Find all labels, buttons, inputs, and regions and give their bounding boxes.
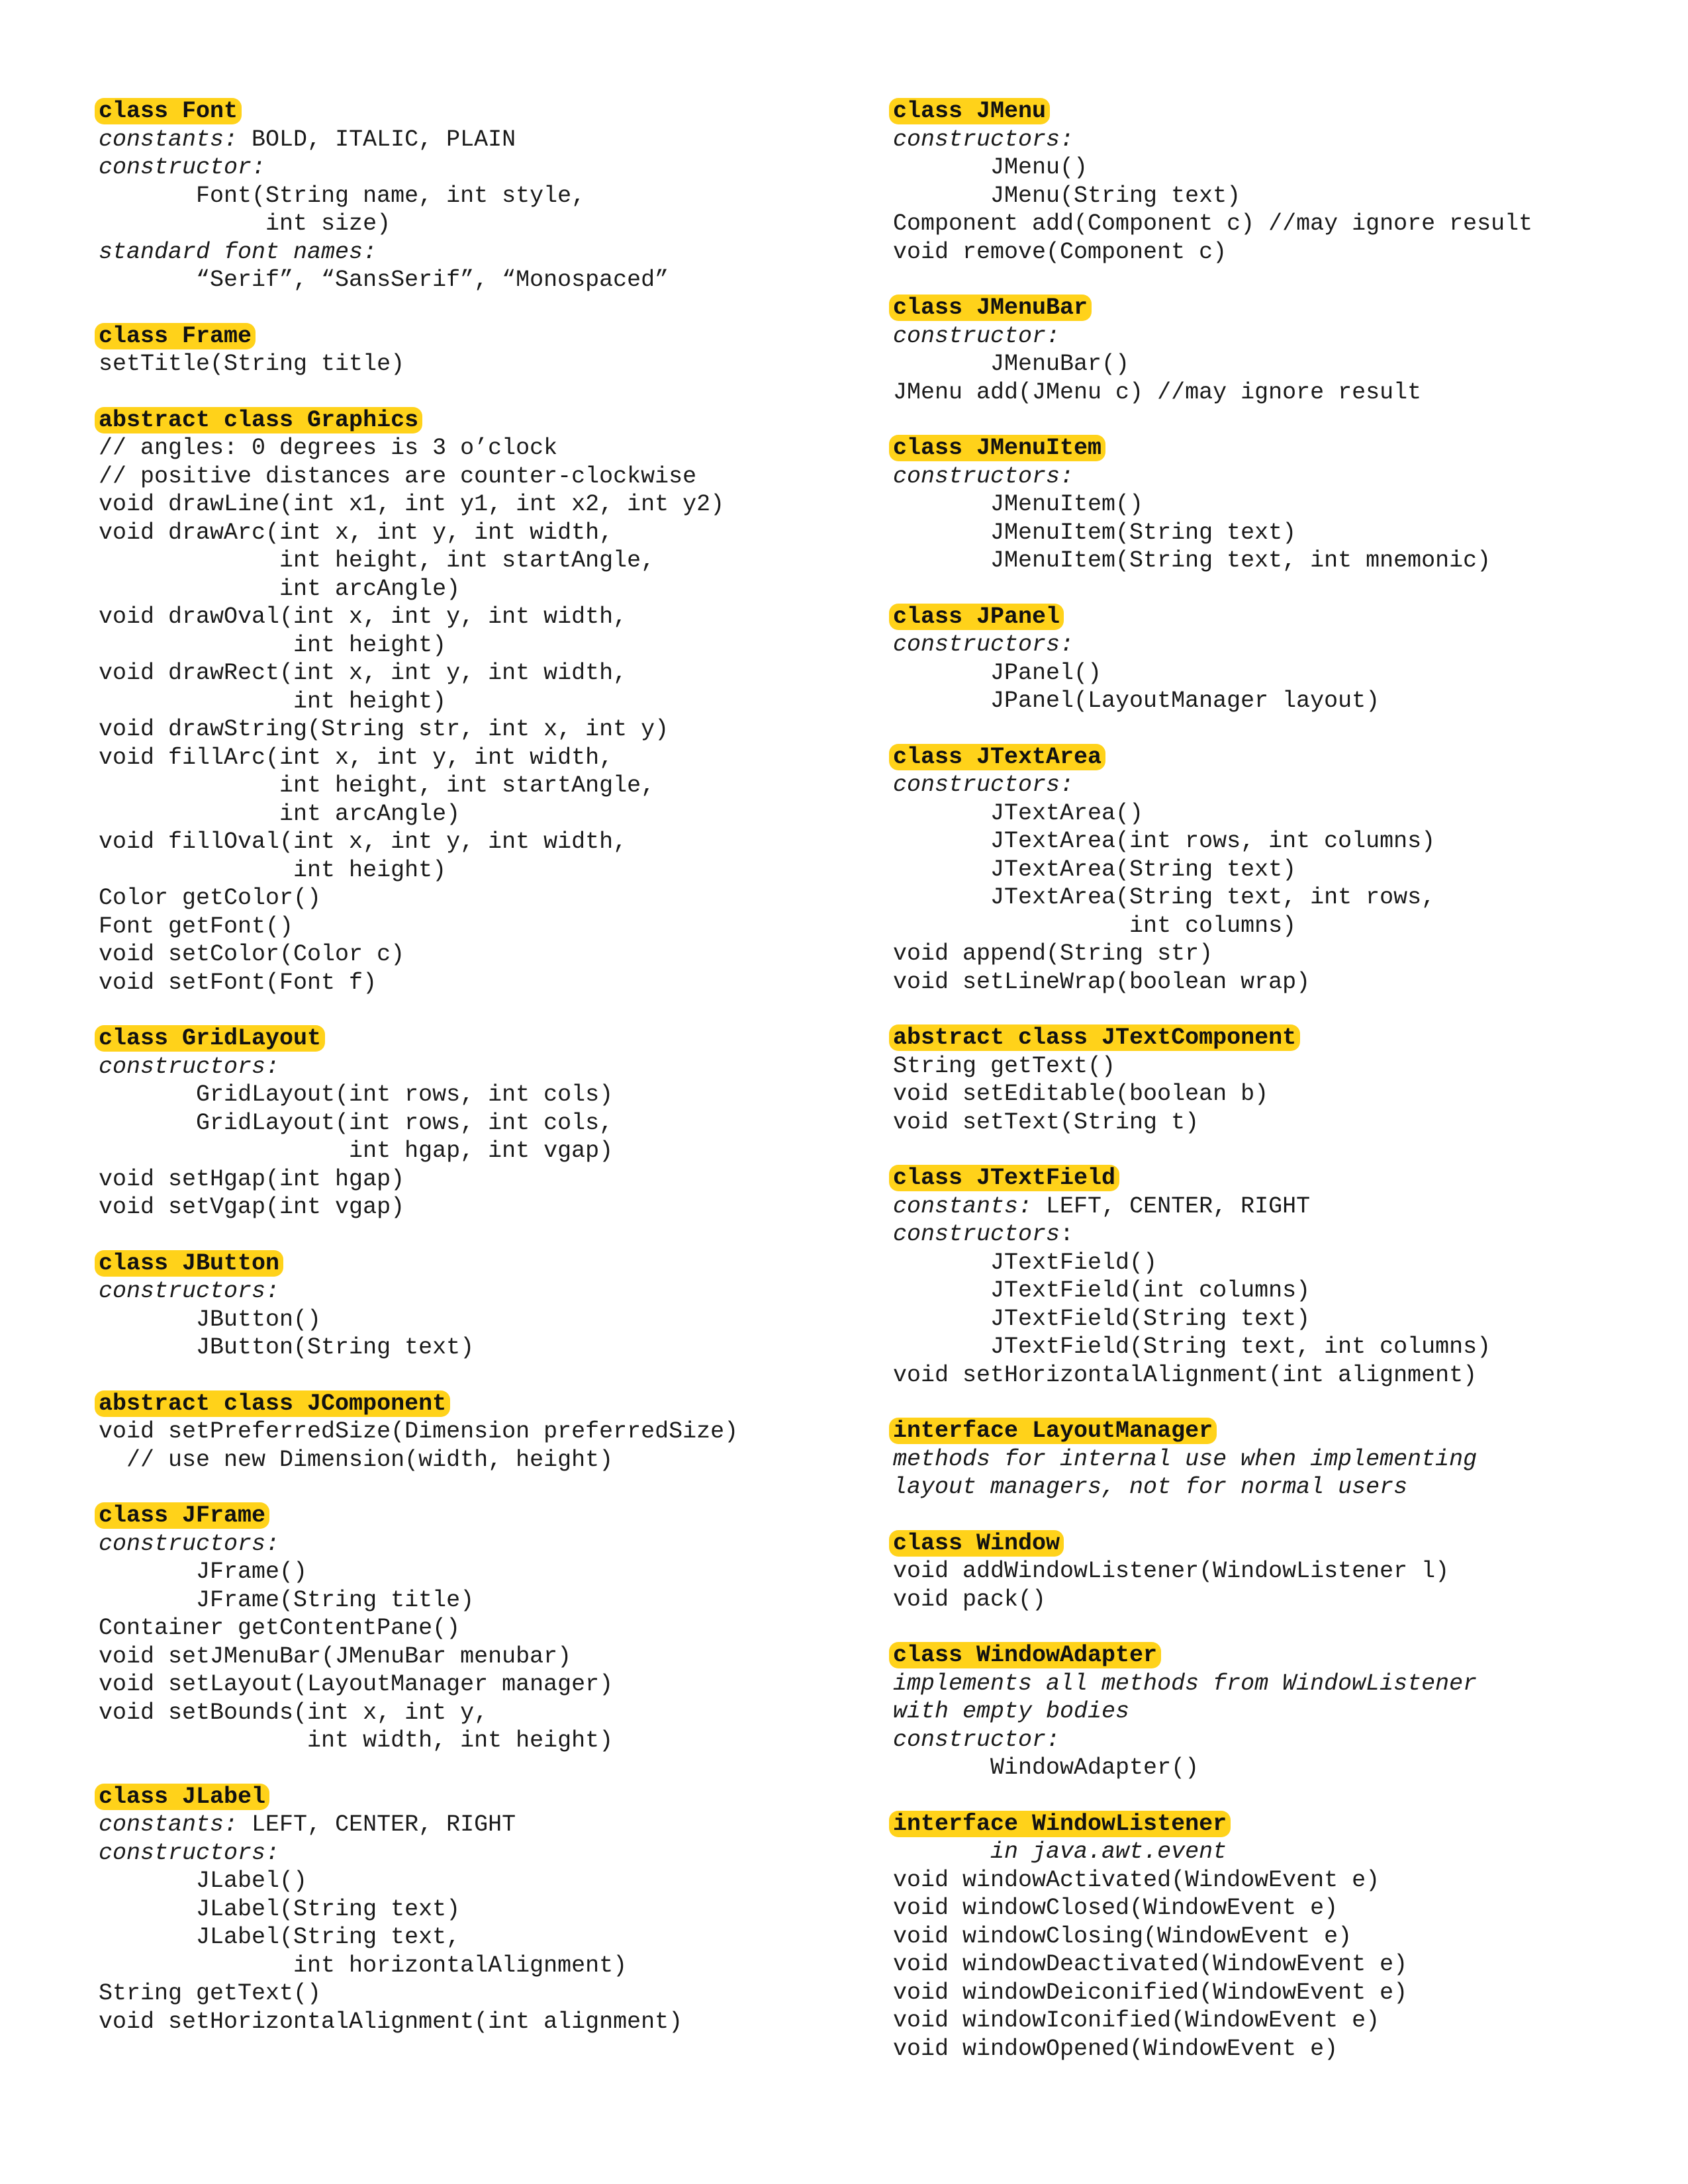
class-heading: class JMenuItem (889, 435, 1105, 461)
code-text: JTextField(String text, int columns) (893, 1334, 1491, 1360)
code-text: int height) (99, 688, 447, 715)
api-line (893, 1698, 1654, 1726)
api-line (893, 1473, 1654, 1502)
code-text: JPanel(LayoutManager layout) (893, 688, 1380, 714)
api-line (99, 1727, 860, 1755)
class-section (893, 1529, 1654, 1614)
api-line (893, 126, 1654, 154)
api-line (99, 1699, 860, 1727)
api-line (893, 490, 1654, 519)
api-line (99, 1979, 860, 2008)
code-text: JButton() (99, 1306, 322, 1333)
class-section (893, 1641, 1654, 1782)
api-line (99, 1193, 860, 1222)
api-line (99, 1418, 860, 1446)
italic-note: constructors (893, 1221, 1060, 1248)
api-line (99, 1811, 860, 1839)
class-heading-row (893, 97, 1654, 126)
code-text: void windowClosing(WindowEvent e) (893, 1923, 1352, 1950)
class-heading-row (99, 1024, 860, 1053)
code-text: // use new Dimension(width, height) (99, 1446, 614, 1473)
class-heading-row (893, 1417, 1654, 1445)
api-line (893, 1586, 1654, 1614)
code-text: int arcAngle) (99, 575, 461, 602)
api-line (99, 463, 860, 491)
italic-note: methods for internal use when implementing (893, 1445, 1477, 1473)
class-section (99, 1024, 860, 1222)
class-heading-row (893, 743, 1654, 772)
code-text: BOLD, ITALIC, PLAIN (238, 126, 516, 153)
code-text: JMenu() (893, 154, 1088, 181)
api-line (99, 1081, 860, 1109)
api-line (893, 827, 1654, 856)
api-line (893, 519, 1654, 547)
code-text: JMenuItem(String text, int mnemonic) (893, 547, 1491, 574)
class-section (893, 1417, 1654, 1502)
api-line (99, 1670, 860, 1699)
api-line (99, 350, 860, 379)
api-line (893, 1305, 1654, 1334)
class-heading: class WindowAdapter (889, 1642, 1161, 1668)
api-line (99, 715, 860, 744)
code-text: setTitle(String title) (99, 351, 405, 377)
api-line (99, 744, 860, 772)
italic-note: layout managers, not for normal users (893, 1474, 1408, 1500)
code-text: void setLineWrap(boolean wrap) (893, 968, 1311, 995)
class-heading-row (99, 1250, 860, 1278)
api-line (893, 799, 1654, 828)
api-line (99, 1952, 860, 1980)
api-line (99, 154, 860, 182)
italic-note: with empty bodies (893, 1698, 1130, 1725)
api-line (99, 800, 860, 829)
class-heading-row (99, 1502, 860, 1530)
reference-column-right (893, 97, 1654, 2091)
class-section (99, 1783, 860, 2036)
api-line (99, 182, 860, 210)
api-line (893, 154, 1654, 182)
class-heading: interface WindowListener (889, 1811, 1231, 1837)
api-line (99, 659, 860, 688)
api-line (893, 856, 1654, 884)
class-heading: class JTextArea (889, 744, 1105, 770)
code-text: void pack() (893, 1586, 1047, 1613)
api-line (99, 1867, 860, 1895)
api-line (99, 547, 860, 575)
class-heading: class JMenuBar (889, 295, 1092, 321)
code-text: void windowOpened(WindowEvent e) (893, 2035, 1338, 2062)
code-text: void remove(Component c) (893, 238, 1227, 265)
class-section (99, 1502, 860, 1755)
code-text: String getText() (893, 1052, 1116, 1079)
code-text: JFrame(String title) (99, 1586, 475, 1614)
api-line (99, 1306, 860, 1334)
code-text: void fillArc(int x, int y, int width, (99, 744, 614, 771)
code-text: void drawArc(int x, int y, int width, (99, 519, 614, 546)
api-line (99, 1446, 860, 1475)
code-text: JMenu(String text) (893, 182, 1241, 209)
code-text: JTextArea(String text) (893, 856, 1297, 883)
code-text: void drawLine(int x1, int y1, int x2, int y2) (99, 491, 725, 518)
api-line (99, 2008, 860, 2036)
code-text: void setHgap(int hgap) (99, 1165, 405, 1193)
italic-note: constructors: (99, 1053, 280, 1080)
api-line (893, 1557, 1654, 1586)
code-text: void fillOval(int x, int y, int width, (99, 829, 628, 855)
class-heading: class JTextField (889, 1165, 1119, 1191)
code-text: Container getContentPane() (99, 1615, 461, 1641)
api-line (893, 771, 1654, 799)
code-text: WindowAdapter() (893, 1754, 1199, 1781)
api-line (893, 547, 1654, 575)
api-line (99, 940, 860, 969)
code-text: GridLayout(int rows, int cols, (99, 1109, 614, 1136)
class-heading-row (99, 1390, 860, 1418)
api-line (893, 968, 1654, 997)
code-text: JFrame() (99, 1559, 308, 1585)
api-line (893, 912, 1654, 940)
code-text: int hgap, int vgap) (99, 1138, 614, 1164)
api-line (893, 1445, 1654, 1474)
class-heading: abstract class JComponent (95, 1390, 450, 1417)
code-text: JTextField(String text) (893, 1305, 1311, 1332)
class-heading: class JFrame (95, 1502, 269, 1529)
code-text: void setLayout(LayoutManager manager) (99, 1671, 614, 1698)
italic-note: constructor: (893, 322, 1060, 349)
italic-note: constructors: (893, 126, 1074, 153)
api-line (893, 182, 1654, 210)
api-line (99, 238, 860, 267)
code-text: int height) (99, 856, 447, 884)
api-line (893, 1923, 1654, 1951)
code-text: void windowDeiconified(WindowEvent e) (893, 1979, 1408, 2006)
code-text: void setHorizontalAlignment(int alignment) (893, 1361, 1477, 1388)
class-heading: abstract class Graphics (95, 407, 422, 433)
code-text: void setBounds(int x, int y, (99, 1699, 489, 1726)
code-text: void drawString(String str, int x, int y) (99, 716, 669, 743)
api-line (893, 350, 1654, 379)
code-text: // positive distances are counter-clockwise (99, 463, 697, 490)
class-heading-row (893, 1529, 1654, 1558)
class-section (893, 1164, 1654, 1389)
code-text: JTextArea(String text, int rows, (893, 884, 1436, 911)
api-line (893, 659, 1654, 688)
class-heading-row (893, 1024, 1654, 1052)
api-line (99, 210, 860, 238)
code-text: int horizontalAlignment) (99, 1952, 628, 1979)
class-heading-row (893, 603, 1654, 631)
api-line (99, 1895, 860, 1924)
code-text: JMenuItem(String text) (893, 519, 1297, 546)
api-line (893, 379, 1654, 407)
code-text: // angles: 0 degrees is 3 o’clock (99, 435, 558, 461)
class-section (99, 406, 860, 997)
class-heading: abstract class JTextComponent (889, 1024, 1300, 1051)
code-text: void setVgap(int vgap) (99, 1194, 405, 1220)
api-line (99, 828, 860, 856)
code-text: int size) (99, 210, 391, 237)
reference-column-left (99, 97, 860, 2064)
code-text: JTextField(int columns) (893, 1277, 1311, 1304)
code-text: int height, int startAngle, (99, 547, 655, 574)
api-line (893, 1950, 1654, 1979)
code-text: void setEditable(boolean b) (893, 1081, 1269, 1107)
italic-note: constructor: (99, 154, 266, 181)
code-text: int height) (99, 631, 447, 659)
class-heading-row (99, 97, 860, 126)
class-heading: class Window (889, 1530, 1064, 1557)
api-line (893, 1109, 1654, 1137)
code-text: GridLayout(int rows, int cols) (99, 1081, 614, 1108)
class-heading-row (893, 294, 1654, 322)
api-line (893, 1080, 1654, 1109)
api-line (99, 1839, 860, 1868)
api-line (99, 1334, 860, 1362)
code-text: JMenu add(JMenu c) //may ignore result (893, 379, 1422, 406)
italic-note: constants: (893, 1193, 1033, 1220)
class-heading: class Font (95, 98, 242, 124)
class-heading-row (893, 1810, 1654, 1839)
api-line (893, 322, 1654, 351)
api-line (99, 1614, 860, 1643)
italic-note: constants: (99, 1811, 238, 1838)
api-line (893, 1361, 1654, 1390)
api-line (99, 1586, 860, 1615)
code-text: int width, int height) (99, 1727, 614, 1754)
code-text: Component add(Component c) //may ignore result (893, 210, 1533, 237)
class-heading-row (893, 1641, 1654, 1670)
api-line (893, 1838, 1654, 1866)
italic-note: constructors: (99, 1530, 280, 1557)
api-line (893, 631, 1654, 659)
api-line (893, 940, 1654, 968)
code-text: void drawRect(int x, int y, int width, (99, 660, 628, 686)
class-heading: interface LayoutManager (889, 1418, 1217, 1444)
code-text: JButton(String text) (99, 1334, 475, 1361)
class-section (99, 322, 860, 379)
api-line (99, 688, 860, 716)
api-line (99, 126, 860, 154)
api-line (893, 1220, 1654, 1249)
italic-note: constructor: (893, 1726, 1060, 1753)
class-section (99, 97, 860, 295)
code-text: JLabel(String text, (99, 1924, 461, 1950)
api-line (99, 1558, 860, 1586)
italic-note: constructors: (893, 463, 1074, 490)
api-line (99, 913, 860, 941)
class-heading-row (893, 434, 1654, 463)
api-line (99, 856, 860, 885)
api-line (893, 1052, 1654, 1081)
code-text: JLabel(String text) (99, 1895, 461, 1923)
class-section (99, 1250, 860, 1362)
code-text: : (1060, 1221, 1074, 1248)
italic-note: constructors: (893, 631, 1074, 658)
api-line (99, 969, 860, 997)
class-heading: class GridLayout (95, 1025, 325, 1052)
code-text: LEFT, CENTER, RIGHT (238, 1811, 516, 1838)
api-line (893, 687, 1654, 715)
class-heading-row (99, 406, 860, 435)
api-line (99, 772, 860, 800)
italic-note: constants: (99, 126, 238, 153)
code-text: void windowDeactivated(WindowEvent e) (893, 1951, 1408, 1978)
class-heading: class JPanel (889, 604, 1064, 630)
api-line (893, 1894, 1654, 1923)
class-heading: class JLabel (95, 1784, 269, 1810)
class-section (893, 97, 1654, 266)
class-section (99, 1390, 860, 1475)
italic-note: standard font names: (99, 238, 377, 265)
code-text: void setColor(Color c) (99, 941, 405, 968)
code-text: JPanel() (893, 659, 1102, 686)
api-line (99, 434, 860, 463)
api-line (893, 1726, 1654, 1754)
api-line (99, 631, 860, 660)
api-line (893, 1866, 1654, 1895)
api-line (99, 1053, 860, 1081)
italic-note: constructors: (99, 1278, 280, 1304)
code-text: String getText() (99, 1980, 322, 2007)
api-line (893, 1670, 1654, 1698)
api-line (893, 210, 1654, 238)
code-text: void addWindowListener(WindowListener l) (893, 1558, 1450, 1584)
api-line (893, 884, 1654, 912)
class-heading-row (99, 1783, 860, 1811)
api-line (99, 1137, 860, 1165)
code-text: void windowIconified(WindowEvent e) (893, 2007, 1380, 2034)
class-heading-row (893, 1164, 1654, 1193)
code-text: int arcAngle) (99, 800, 461, 827)
api-line (893, 2035, 1654, 2064)
api-line (893, 2007, 1654, 2035)
code-text: int columns) (893, 912, 1297, 939)
code-text: JMenuItem() (893, 491, 1144, 518)
class-heading-row (99, 322, 860, 351)
class-heading: class JButton (95, 1250, 283, 1277)
class-section (893, 434, 1654, 575)
code-text: Color getColor() (99, 885, 322, 911)
class-section (893, 1810, 1654, 2064)
api-line (99, 575, 860, 604)
api-line (893, 1754, 1654, 1782)
class-section (893, 294, 1654, 406)
code-text: void drawOval(int x, int y, int width, (99, 604, 628, 630)
class-section (893, 1024, 1654, 1136)
code-text: JTextField() (893, 1249, 1158, 1276)
code-text: void setPreferredSize(Dimension preferredSize) (99, 1418, 739, 1445)
api-line (99, 1165, 860, 1194)
api-line (893, 238, 1654, 267)
api-line (99, 490, 860, 519)
api-line (893, 1193, 1654, 1221)
code-text: void setJMenuBar(JMenuBar menubar) (99, 1643, 572, 1670)
code-text: void setFont(Font f) (99, 969, 377, 996)
code-text: void windowActivated(WindowEvent e) (893, 1866, 1380, 1893)
api-line (893, 463, 1654, 491)
italic-note: implements all methods from WindowListener (893, 1670, 1477, 1697)
italic-note: in java.awt.event (893, 1839, 1227, 1865)
code-text: int height, int startAngle, (99, 772, 655, 799)
code-text: JTextArea(int rows, int columns) (893, 828, 1436, 854)
class-heading: class Frame (95, 323, 256, 349)
api-line (99, 266, 860, 295)
api-line (99, 603, 860, 631)
code-text: LEFT, CENTER, RIGHT (1032, 1193, 1311, 1220)
api-line (99, 1923, 860, 1952)
api-line (893, 1333, 1654, 1361)
api-line (893, 1277, 1654, 1305)
api-line (99, 1109, 860, 1138)
code-text: void append(String str) (893, 940, 1213, 967)
api-line (99, 1277, 860, 1306)
api-line (99, 1643, 860, 1671)
class-heading: class JMenu (889, 98, 1050, 124)
italic-note: constructors: (99, 1839, 280, 1866)
italic-note: constructors: (893, 772, 1074, 798)
code-text: void setText(String t) (893, 1109, 1199, 1136)
code-text: Font getFont() (99, 913, 294, 940)
class-section (893, 743, 1654, 997)
code-text: Font(String name, int style, (99, 182, 586, 209)
api-line (893, 1979, 1654, 2007)
code-text: void windowClosed(WindowEvent e) (893, 1895, 1338, 1921)
code-text: JTextArea() (893, 799, 1144, 827)
api-line (893, 1249, 1654, 1277)
api-line (99, 884, 860, 913)
code-text: JMenuBar() (893, 351, 1130, 377)
code-text: void setHorizontalAlignment(int alignment) (99, 2008, 683, 2035)
class-section (893, 603, 1654, 715)
api-line (99, 1530, 860, 1559)
api-line (99, 519, 860, 547)
code-text: JLabel() (99, 1868, 308, 1894)
code-text: “Serif”, “SansSerif”, “Monospaced” (99, 267, 669, 293)
